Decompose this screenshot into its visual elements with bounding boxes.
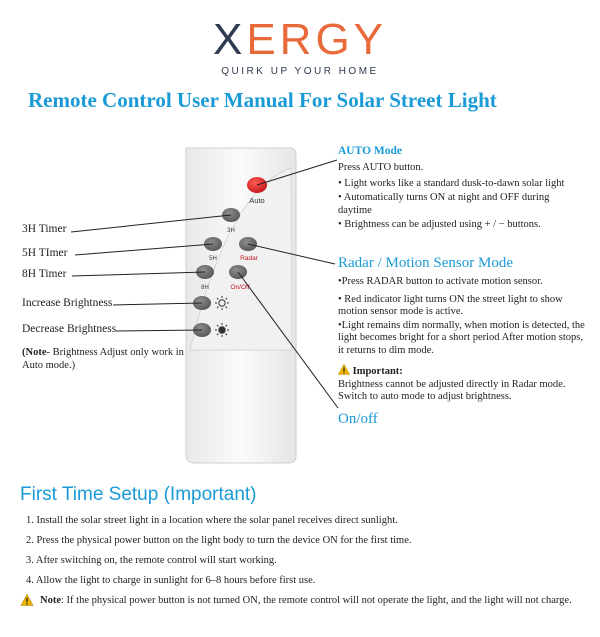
timer-5h-button-label: 5H xyxy=(209,256,217,262)
label-increase-brightness: Increase Brightness xyxy=(22,297,113,309)
auto-mode-intro: Press AUTO button. xyxy=(338,162,424,173)
radar-mode-line: • Red indicator light turns ON the street light to show motion sensor mode is active. xyxy=(338,293,563,317)
radar-mode-text xyxy=(338,276,590,359)
important-box xyxy=(338,364,594,404)
setup-note: Note: If the physical power button is not turned ON, the remote control will not operate the light, and the light will not charge. xyxy=(20,594,586,607)
label-5h-timer: 5H TImer xyxy=(22,247,68,259)
important-heading: Important: xyxy=(338,364,594,379)
auto-mode-bullet: • Automatically turns ON at night and OFF during daytime xyxy=(338,192,550,216)
auto-mode-bullet: • Light works like a standard dusk-to-dawn solar light xyxy=(338,177,565,189)
label-3h-timer: 3H Timer xyxy=(22,223,67,235)
important-text: Brightness cannot be adjusted directly in Radar mode. Switch to auto mode to adjust brightness. xyxy=(338,378,566,402)
timer-8h-button-label: 8H xyxy=(201,285,209,291)
auto-mode-heading: AUTO Mode xyxy=(338,145,402,157)
leader-8h xyxy=(72,272,205,276)
setup-step: 4. Allow the light to charge in sunlight for 6–8 hours before first use. xyxy=(26,575,316,586)
radar-button-label: Radar xyxy=(240,255,258,262)
page-title: Remote Control User Manual For Solar Street Light xyxy=(28,88,497,112)
radar-mode-heading: Radar / Motion Sensor Mode xyxy=(338,255,513,271)
auto-button-label: Auto xyxy=(249,196,265,205)
brightness-note: (Note- Brightness Adjust only work in Auto mode.) xyxy=(22,347,184,371)
auto-mode-text xyxy=(338,162,583,234)
warning-icon xyxy=(338,364,350,375)
radar-mode-line: •Light remains dim normally, when motion is detected, the light becomes bright for a short period After motion stops, it returns to dim mode. xyxy=(338,319,585,356)
setup-title: First Time Setup (Important) xyxy=(20,484,257,505)
logo-wordmark: XERGY xyxy=(212,15,388,64)
onoff-heading: On/off xyxy=(338,411,378,427)
onoff-button-label: On/Off xyxy=(230,284,250,291)
setup-step: 3. After switching on, the remote control will start working. xyxy=(26,555,277,566)
setup-step: 1. Install the solar street light in a location where the solar panel receives direct sunlight. xyxy=(26,515,398,526)
label-8h-timer: 8H Timer xyxy=(22,268,67,280)
logo-tagline: QUIRK UP YOUR HOME xyxy=(221,66,379,77)
label-decrease-brightness: Decrease Brightness xyxy=(22,323,117,335)
setup-steps xyxy=(26,514,586,614)
radar-mode-line: •Press RADAR button to activate motion sensor. xyxy=(338,276,543,287)
timer-3h-button-label: 3H xyxy=(227,228,235,234)
warning-icon xyxy=(20,594,34,606)
auto-mode-bullet: • Brightness can be adjusted using + / − buttons. xyxy=(338,219,541,230)
setup-step: 2. Press the physical power button on the light body to turn the device ON for the first time. xyxy=(26,535,412,546)
